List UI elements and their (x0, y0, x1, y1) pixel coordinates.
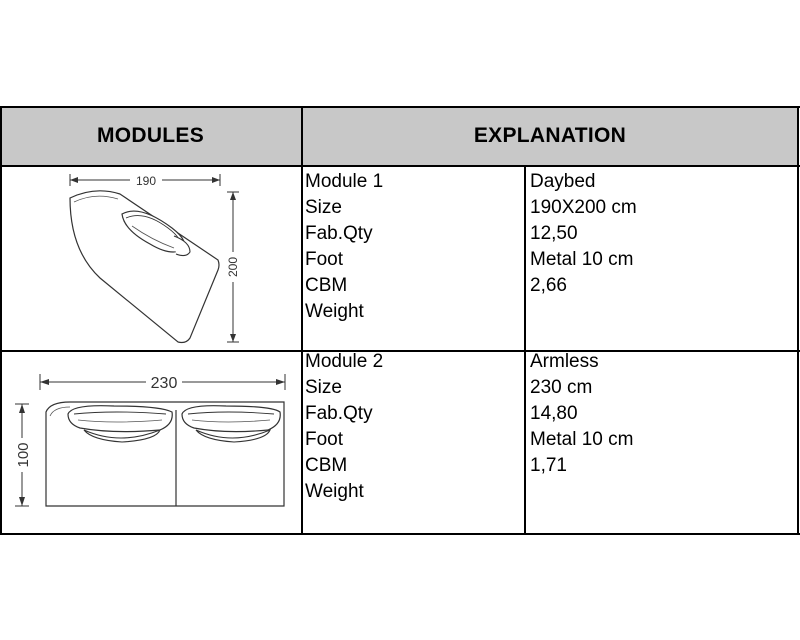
weight-label: Weight (305, 481, 364, 502)
module-1-depth-label: 200 (226, 256, 240, 278)
foot-label: Foot (305, 429, 344, 450)
cbm-value: 1,71 (530, 455, 567, 476)
module-type-value: Daybed (530, 171, 596, 192)
row-divider (0, 350, 800, 352)
fab-qty-label: Fab.Qty (305, 403, 373, 424)
header-bottom-border (0, 165, 800, 167)
fab-qty-value: 12,50 (530, 223, 578, 244)
table-border-right (797, 106, 799, 535)
explanation-header: EXPLANATION (302, 106, 798, 166)
module-2-values (530, 349, 633, 479)
module-2-width-label: 230 (150, 375, 178, 392)
cbm-value: 2,66 (530, 275, 567, 296)
foot-label: Foot (305, 249, 344, 270)
module-1-values (530, 169, 637, 299)
fab-qty-label: Fab.Qty (305, 223, 373, 244)
module-2-drawing (10, 354, 295, 532)
module-2-depth-label: 100 (15, 442, 32, 468)
cbm-label: CBM (305, 275, 348, 296)
module-1-drawing (40, 170, 260, 350)
module-2-labels (305, 349, 383, 505)
fab-qty-value: 14,80 (530, 403, 578, 424)
cbm-label: CBM (305, 455, 348, 476)
module-name-label: Module 1 (305, 171, 384, 192)
weight-label: Weight (305, 301, 364, 322)
size-value: 190X200 cm (530, 197, 637, 218)
module-1-width-label: 190 (135, 174, 157, 188)
foot-value: Metal 10 cm (530, 429, 634, 450)
size-value: 230 cm (530, 377, 593, 398)
size-label: Size (305, 197, 342, 218)
size-label: Size (305, 377, 342, 398)
modules-header: MODULES (0, 106, 301, 166)
table-border-top (0, 106, 800, 108)
foot-value: Metal 10 cm (530, 249, 634, 270)
table-border-left (0, 106, 2, 535)
module-type-value: Armless (530, 351, 599, 372)
table-border-bottom (0, 533, 800, 535)
module-name-label: Module 2 (305, 351, 384, 372)
column-divider-modules (301, 106, 303, 535)
module-1-labels (305, 169, 383, 325)
column-divider-values (524, 166, 526, 535)
spec-table (0, 106, 800, 536)
